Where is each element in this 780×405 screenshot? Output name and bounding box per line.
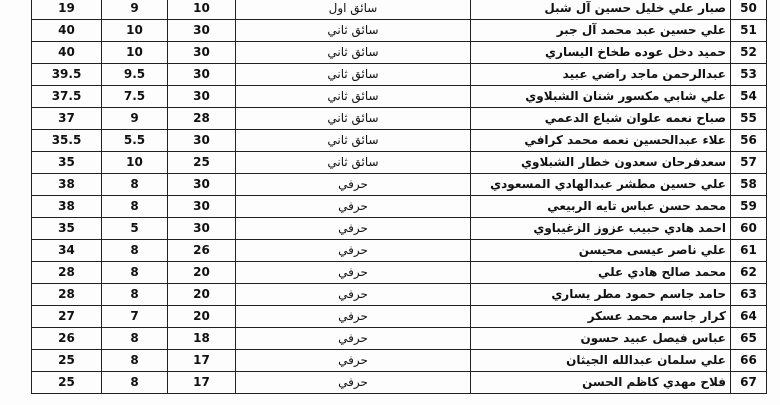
job-title-cell: حرفي	[236, 218, 471, 240]
score-a-cell: 25	[168, 152, 236, 174]
employee-name-cell: عباس فيصل عبيد حسون	[471, 328, 731, 350]
table-row	[32, 86, 767, 108]
total-cell: 19	[32, 0, 102, 20]
job-title-cell: سائق ثاني	[236, 42, 471, 64]
row-number-cell: 59	[731, 196, 767, 218]
total-cell: 39.5	[32, 64, 102, 86]
score-b-cell: 9	[102, 0, 168, 20]
employee-name-cell: محمد صالح هادي علي	[471, 262, 731, 284]
score-a-cell: 26	[168, 240, 236, 262]
score-b-cell: 8	[102, 350, 168, 372]
employee-name-cell: احمد هادي حبيب عزوز الزغيباوي	[471, 218, 731, 240]
row-number-cell: 54	[731, 86, 767, 108]
job-title-cell: حرفي	[236, 372, 471, 394]
row-number-cell: 52	[731, 42, 767, 64]
row-number-cell: 67	[731, 372, 767, 394]
job-title-cell: سائق ثاني	[236, 64, 471, 86]
table-row	[32, 218, 767, 240]
score-b-cell: 10	[102, 20, 168, 42]
total-cell: 35	[32, 218, 102, 240]
employee-name-cell: علي شابي مكسور شنان الشبلاوي	[471, 86, 731, 108]
row-number-cell: 56	[731, 130, 767, 152]
employee-name-cell: صباح نعمه علوان شياع الدعمي	[471, 108, 731, 130]
score-b-cell: 5.5	[102, 130, 168, 152]
score-b-cell: 7	[102, 306, 168, 328]
job-title-cell: سائق ثاني	[236, 108, 471, 130]
employee-name-cell: علي ناصر عيسى محيسن	[471, 240, 731, 262]
score-a-cell: 30	[168, 64, 236, 86]
employee-name-cell: حميد دخل عوده طخاخ اليساري	[471, 42, 731, 64]
score-a-cell: 30	[168, 20, 236, 42]
score-b-cell: 5	[102, 218, 168, 240]
row-number-cell: 65	[731, 328, 767, 350]
table-row	[32, 350, 767, 372]
row-number-cell: 64	[731, 306, 767, 328]
score-b-cell: 8	[102, 284, 168, 306]
total-cell: 35.5	[32, 130, 102, 152]
score-a-cell: 30	[168, 86, 236, 108]
employee-name-cell: علي سلمان عبدالله الجيثان	[471, 350, 731, 372]
score-b-cell: 9	[102, 108, 168, 130]
table-row	[32, 196, 767, 218]
row-number-cell: 53	[731, 64, 767, 86]
table-row	[32, 42, 767, 64]
score-b-cell: 8	[102, 174, 168, 196]
job-title-cell: سائق ثاني	[236, 130, 471, 152]
score-a-cell: 30	[168, 130, 236, 152]
row-number-cell: 57	[731, 152, 767, 174]
row-number-cell: 60	[731, 218, 767, 240]
total-cell: 37.5	[32, 86, 102, 108]
table-row	[32, 174, 767, 196]
row-number-cell: 63	[731, 284, 767, 306]
row-number-cell: 51	[731, 20, 767, 42]
employee-name-cell: حامد جاسم حمود مطر يساري	[471, 284, 731, 306]
score-b-cell: 8	[102, 328, 168, 350]
table-row	[32, 64, 767, 86]
score-a-cell: 20	[168, 284, 236, 306]
table-body	[32, 0, 767, 394]
total-cell: 37	[32, 108, 102, 130]
row-number-cell: 66	[731, 350, 767, 372]
score-b-cell: 8	[102, 262, 168, 284]
total-cell: 40	[32, 42, 102, 64]
score-b-cell: 9.5	[102, 64, 168, 86]
score-a-cell: 20	[168, 262, 236, 284]
job-title-cell: حرفي	[236, 350, 471, 372]
scores-table	[31, 0, 767, 394]
total-cell: 25	[32, 350, 102, 372]
job-title-cell: حرفي	[236, 174, 471, 196]
score-a-cell: 28	[168, 108, 236, 130]
score-a-cell: 17	[168, 350, 236, 372]
employee-name-cell: عبدالرحمن ماجد راضي عبيد	[471, 64, 731, 86]
score-b-cell: 8	[102, 372, 168, 394]
job-title-cell: حرفي	[236, 240, 471, 262]
total-cell: 38	[32, 196, 102, 218]
table-row	[32, 152, 767, 174]
job-title-cell: سائق ثاني	[236, 86, 471, 108]
row-number-cell: 61	[731, 240, 767, 262]
employee-name-cell: كرار جاسم محمد عسكر	[471, 306, 731, 328]
score-a-cell: 18	[168, 328, 236, 350]
row-number-cell: 58	[731, 174, 767, 196]
table-row	[32, 108, 767, 130]
total-cell: 40	[32, 20, 102, 42]
score-b-cell: 7.5	[102, 86, 168, 108]
employee-name-cell: محمد حسن عباس تايه الربيعي	[471, 196, 731, 218]
table-row	[32, 0, 767, 20]
score-a-cell: 30	[168, 218, 236, 240]
job-title-cell: حرفي	[236, 196, 471, 218]
total-cell: 26	[32, 328, 102, 350]
total-cell: 27	[32, 306, 102, 328]
job-title-cell: حرفي	[236, 328, 471, 350]
row-number-cell: 50	[731, 0, 767, 20]
job-title-cell: حرفي	[236, 262, 471, 284]
total-cell: 28	[32, 262, 102, 284]
table-row	[32, 306, 767, 328]
total-cell: 28	[32, 284, 102, 306]
score-b-cell: 10	[102, 152, 168, 174]
total-cell: 25	[32, 372, 102, 394]
score-a-cell: 30	[168, 174, 236, 196]
employee-name-cell: فلاح مهدي كاظم الحسن	[471, 372, 731, 394]
table-row	[32, 20, 767, 42]
employee-name-cell: سعدفرحان سعدون خطار الشبلاوي	[471, 152, 731, 174]
table-row	[32, 130, 767, 152]
score-b-cell: 8	[102, 196, 168, 218]
score-a-cell: 30	[168, 42, 236, 64]
job-title-cell: سائق اول	[236, 0, 471, 20]
employee-name-cell: علي حسين مطشر عبدالهادي المسعودي	[471, 174, 731, 196]
table-row	[32, 328, 767, 350]
employee-name-cell: صبار علي خليل حسين آل شبل	[471, 0, 731, 20]
table-row	[32, 284, 767, 306]
total-cell: 35	[32, 152, 102, 174]
table-row	[32, 372, 767, 394]
total-cell: 34	[32, 240, 102, 262]
score-a-cell: 20	[168, 306, 236, 328]
score-a-cell: 30	[168, 196, 236, 218]
table-row	[32, 262, 767, 284]
table-row	[32, 240, 767, 262]
score-a-cell: 10	[168, 0, 236, 20]
employee-name-cell: علاء عبدالحسين نعمه محمد كرافي	[471, 130, 731, 152]
score-b-cell: 8	[102, 240, 168, 262]
employee-name-cell: علي حسين عبد محمد آل جبر	[471, 20, 731, 42]
job-title-cell: سائق ثاني	[236, 20, 471, 42]
total-cell: 38	[32, 174, 102, 196]
row-number-cell: 55	[731, 108, 767, 130]
job-title-cell: حرفي	[236, 306, 471, 328]
job-title-cell: سائق ثاني	[236, 152, 471, 174]
job-title-cell: حرفي	[236, 284, 471, 306]
row-number-cell: 62	[731, 262, 767, 284]
score-a-cell: 17	[168, 372, 236, 394]
score-b-cell: 10	[102, 42, 168, 64]
